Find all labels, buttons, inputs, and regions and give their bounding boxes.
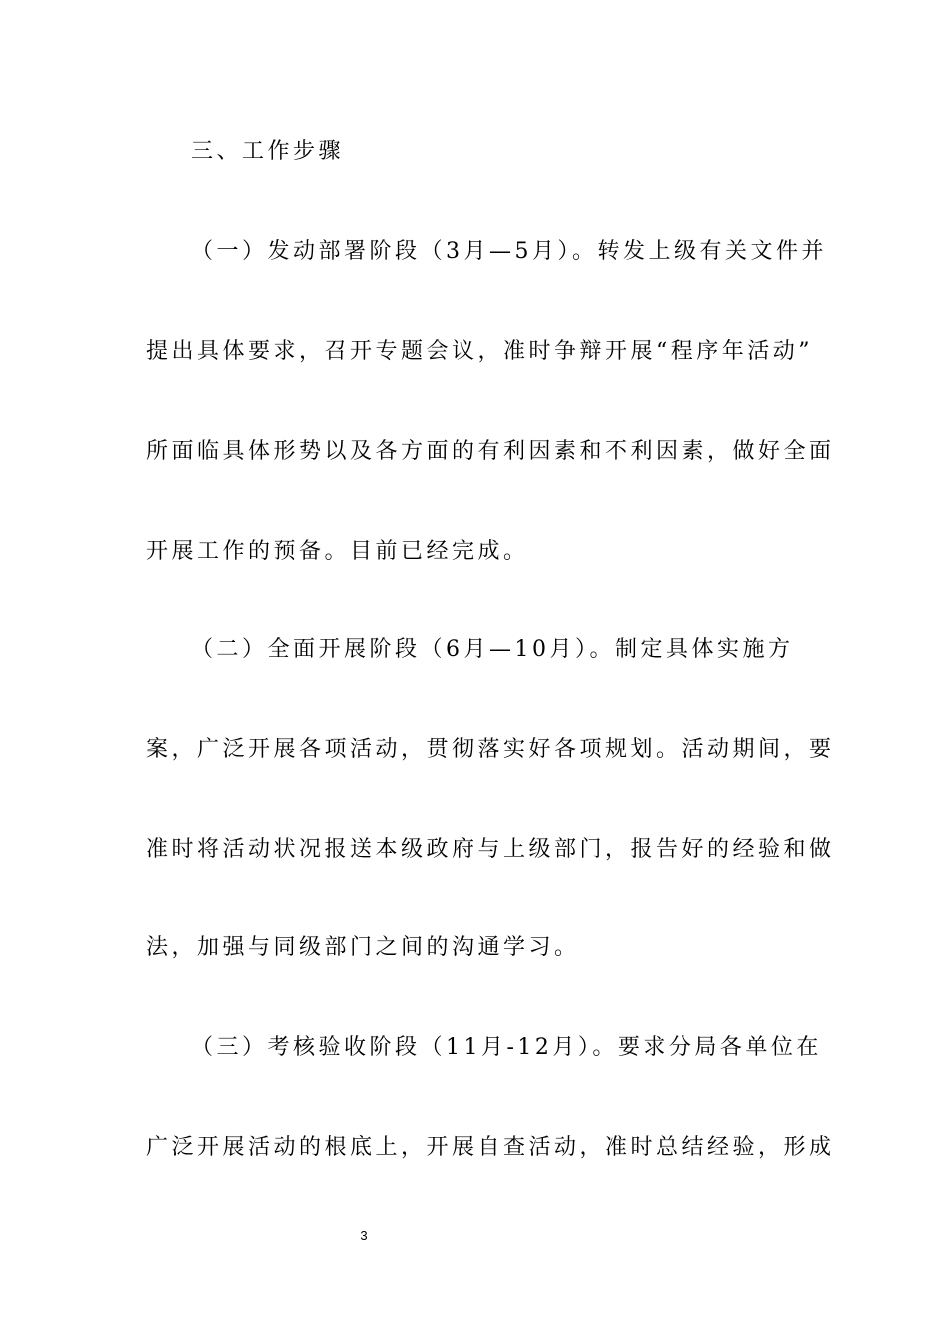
paragraph-1-line-2: 提出具体要求，召开专题会议，准时争辩开展“程序年活动” [146, 339, 813, 364]
paragraph-2-line-3: 准时将活动状况报送本级政府与上级部门，报告好的经验和做 [146, 837, 835, 862]
page-number: 3 [360, 1228, 368, 1243]
paragraph-2-line-4: 法，加强与同级部门之间的沟通学习。 [146, 935, 580, 960]
paragraph-2-line-1: （二）全面开展阶段（6月—10月）。制定具体实施方 [191, 637, 794, 662]
paragraph-1-line-4: 开展工作的预备。目前已经完成。 [146, 539, 529, 564]
paragraph-1-line-3: 所面临具体形势以及各方面的有利因素和不利因素，做好全面 [146, 439, 835, 464]
paragraph-3-line-2: 广泛开展活动的根底上，开展自查活动，准时总结经验，形成 [146, 1135, 835, 1160]
paragraph-3-line-1: （三）考核验收阶段（11月-12月）。要求分局各单位在 [191, 1035, 822, 1060]
paragraph-2-line-2: 案，广泛开展各项活动，贯彻落实好各项规划。活动期间，要 [146, 737, 835, 762]
section-heading: 三、工作步骤 [191, 139, 345, 164]
paragraph-1-line-1: （一）发动部署阶段（3月—5月）。转发上级有关文件并 [191, 239, 827, 264]
